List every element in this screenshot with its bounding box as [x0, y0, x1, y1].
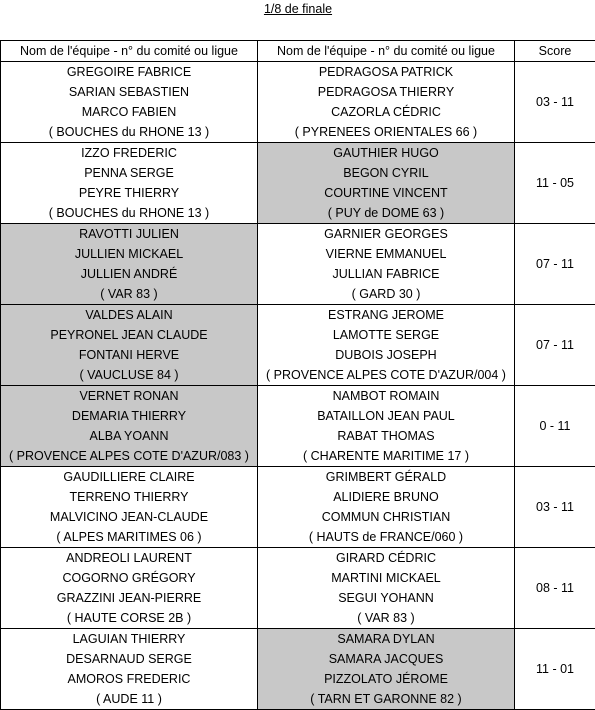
match-row: [1, 548, 595, 569]
team1-player: VERNET RONAN: [1, 386, 258, 407]
team2-player: SAMARA JACQUES: [258, 649, 515, 669]
team1-player: IZZO FREDERIC: [1, 143, 258, 164]
team1-player: COGORNO GRÉGORY: [1, 568, 258, 588]
match-row: [1, 244, 595, 264]
team2-player: SEGUI YOHANN: [258, 588, 515, 608]
team1-committee: ( PROVENCE ALPES COTE D'AZUR/083 ): [1, 446, 258, 467]
header-team1: Nom de l'équipe - n° du comité ou ligue: [1, 41, 258, 62]
team2-player: SAMARA DYLAN: [258, 629, 515, 650]
match-row: [1, 507, 595, 527]
team1-player: PEYRE THIERRY: [1, 183, 258, 203]
team2-player: GRIMBERT GÉRALD: [258, 467, 515, 488]
match-row: [1, 608, 595, 629]
team2-committee: ( PROVENCE ALPES COTE D'AZUR/004 ): [258, 365, 515, 386]
match-row: [1, 406, 595, 426]
team1-player: GRAZZINI JEAN-PIERRE: [1, 588, 258, 608]
match-row: [1, 284, 595, 305]
team1-player: SARIAN SEBASTIEN: [1, 82, 258, 102]
match-score: 07 - 11: [515, 305, 595, 386]
team1-player: GAUDILLIERE CLAIRE: [1, 467, 258, 488]
match-row: [1, 568, 595, 588]
team1-player: MARCO FABIEN: [1, 102, 258, 122]
team2-player: BATAILLON JEAN PAUL: [258, 406, 515, 426]
match-score: 08 - 11: [515, 548, 595, 629]
match-score: 11 - 05: [515, 143, 595, 224]
team2-committee: ( PUY de DOME 63 ): [258, 203, 515, 224]
team2-committee: ( GARD 30 ): [258, 284, 515, 305]
team2-committee: ( CHARENTE MARITIME 17 ): [258, 446, 515, 467]
team1-committee: ( AUDE 11 ): [1, 689, 258, 710]
team2-committee: ( HAUTS de FRANCE/060 ): [258, 527, 515, 548]
results-table: [0, 40, 595, 710]
match-row: [1, 669, 595, 689]
team2-player: PIZZOLATO JÉROME: [258, 669, 515, 689]
team1-player: LAGUIAN THIERRY: [1, 629, 258, 650]
match-row: [1, 527, 595, 548]
match-row: [1, 588, 595, 608]
match-row: [1, 102, 595, 122]
team2-player: BEGON CYRIL: [258, 163, 515, 183]
match-score: 07 - 11: [515, 224, 595, 305]
team2-player: JULLIAN FABRICE: [258, 264, 515, 284]
match-row: [1, 122, 595, 143]
title-bar: [0, 0, 595, 20]
header-score: Score: [515, 41, 595, 62]
match-row: [1, 305, 595, 326]
match-row: [1, 467, 595, 488]
match-row: [1, 345, 595, 365]
team2-committee: ( PYRENEES ORIENTALES 66 ): [258, 122, 515, 143]
team1-player: JULLIEN ANDRÉ: [1, 264, 258, 284]
team1-committee: ( ALPES MARITIMES 06 ): [1, 527, 258, 548]
match-row: [1, 386, 595, 407]
team2-player: GIRARD CÉDRIC: [258, 548, 515, 569]
team1-player: PEYRONEL JEAN CLAUDE: [1, 325, 258, 345]
team1-player: ALBA YOANN: [1, 426, 258, 446]
match-row: [1, 163, 595, 183]
team2-player: ALIDIERE BRUNO: [258, 487, 515, 507]
team1-player: RAVOTTI JULIEN: [1, 224, 258, 245]
team2-player: GAUTHIER HUGO: [258, 143, 515, 164]
match-row: [1, 203, 595, 224]
match-row: [1, 365, 595, 386]
team1-player: TERRENO THIERRY: [1, 487, 258, 507]
match-row: [1, 426, 595, 446]
team2-player: MARTINI MICKAEL: [258, 568, 515, 588]
team2-player: CAZORLA CÉDRIC: [258, 102, 515, 122]
team2-committee: ( TARN ET GARONNE 82 ): [258, 689, 515, 710]
team2-player: VIERNE EMMANUEL: [258, 244, 515, 264]
match-row: [1, 224, 595, 245]
team2-player: NAMBOT ROMAIN: [258, 386, 515, 407]
match-score: 0 - 11: [515, 386, 595, 467]
match-row: [1, 629, 595, 650]
match-score: 11 - 01: [515, 629, 595, 710]
page-title: 1/8 de finale: [257, 2, 339, 16]
team2-player: PEDRAGOSA THIERRY: [258, 82, 515, 102]
header-row: [1, 41, 595, 62]
match-row: [1, 264, 595, 284]
match-row: [1, 649, 595, 669]
team2-player: LAMOTTE SERGE: [258, 325, 515, 345]
team1-player: DEMARIA THIERRY: [1, 406, 258, 426]
team1-player: AMOROS FREDERIC: [1, 669, 258, 689]
match-score: 03 - 11: [515, 62, 595, 143]
match-row: [1, 325, 595, 345]
team2-player: COMMUN CHRISTIAN: [258, 507, 515, 527]
match-row: [1, 183, 595, 203]
team1-committee: ( BOUCHES du RHONE 13 ): [1, 203, 258, 224]
team1-player: MALVICINO JEAN-CLAUDE: [1, 507, 258, 527]
team1-committee: ( HAUTE CORSE 2B ): [1, 608, 258, 629]
team1-committee: ( VAR 83 ): [1, 284, 258, 305]
team2-player: DUBOIS JOSEPH: [258, 345, 515, 365]
team1-player: DESARNAUD SERGE: [1, 649, 258, 669]
team1-player: ANDREOLI LAURENT: [1, 548, 258, 569]
team1-player: PENNA SERGE: [1, 163, 258, 183]
team2-player: GARNIER GEORGES: [258, 224, 515, 245]
team1-committee: ( VAUCLUSE 84 ): [1, 365, 258, 386]
team2-player: COURTINE VINCENT: [258, 183, 515, 203]
match-row: [1, 487, 595, 507]
match-row: [1, 446, 595, 467]
team2-player: ESTRANG JEROME: [258, 305, 515, 326]
match-row: [1, 62, 595, 83]
team1-player: FONTANI HERVE: [1, 345, 258, 365]
team1-player: VALDES ALAIN: [1, 305, 258, 326]
match-row: [1, 82, 595, 102]
team1-committee: ( BOUCHES du RHONE 13 ): [1, 122, 258, 143]
match-row: [1, 689, 595, 710]
match-row: [1, 143, 595, 164]
team1-player: GREGOIRE FABRICE: [1, 62, 258, 83]
team2-committee: ( VAR 83 ): [258, 608, 515, 629]
team2-player: PEDRAGOSA PATRICK: [258, 62, 515, 83]
match-score: 03 - 11: [515, 467, 595, 548]
team2-player: RABAT THOMAS: [258, 426, 515, 446]
header-team2: Nom de l'équipe - n° du comité ou ligue: [258, 41, 515, 62]
team1-player: JULLIEN MICKAEL: [1, 244, 258, 264]
